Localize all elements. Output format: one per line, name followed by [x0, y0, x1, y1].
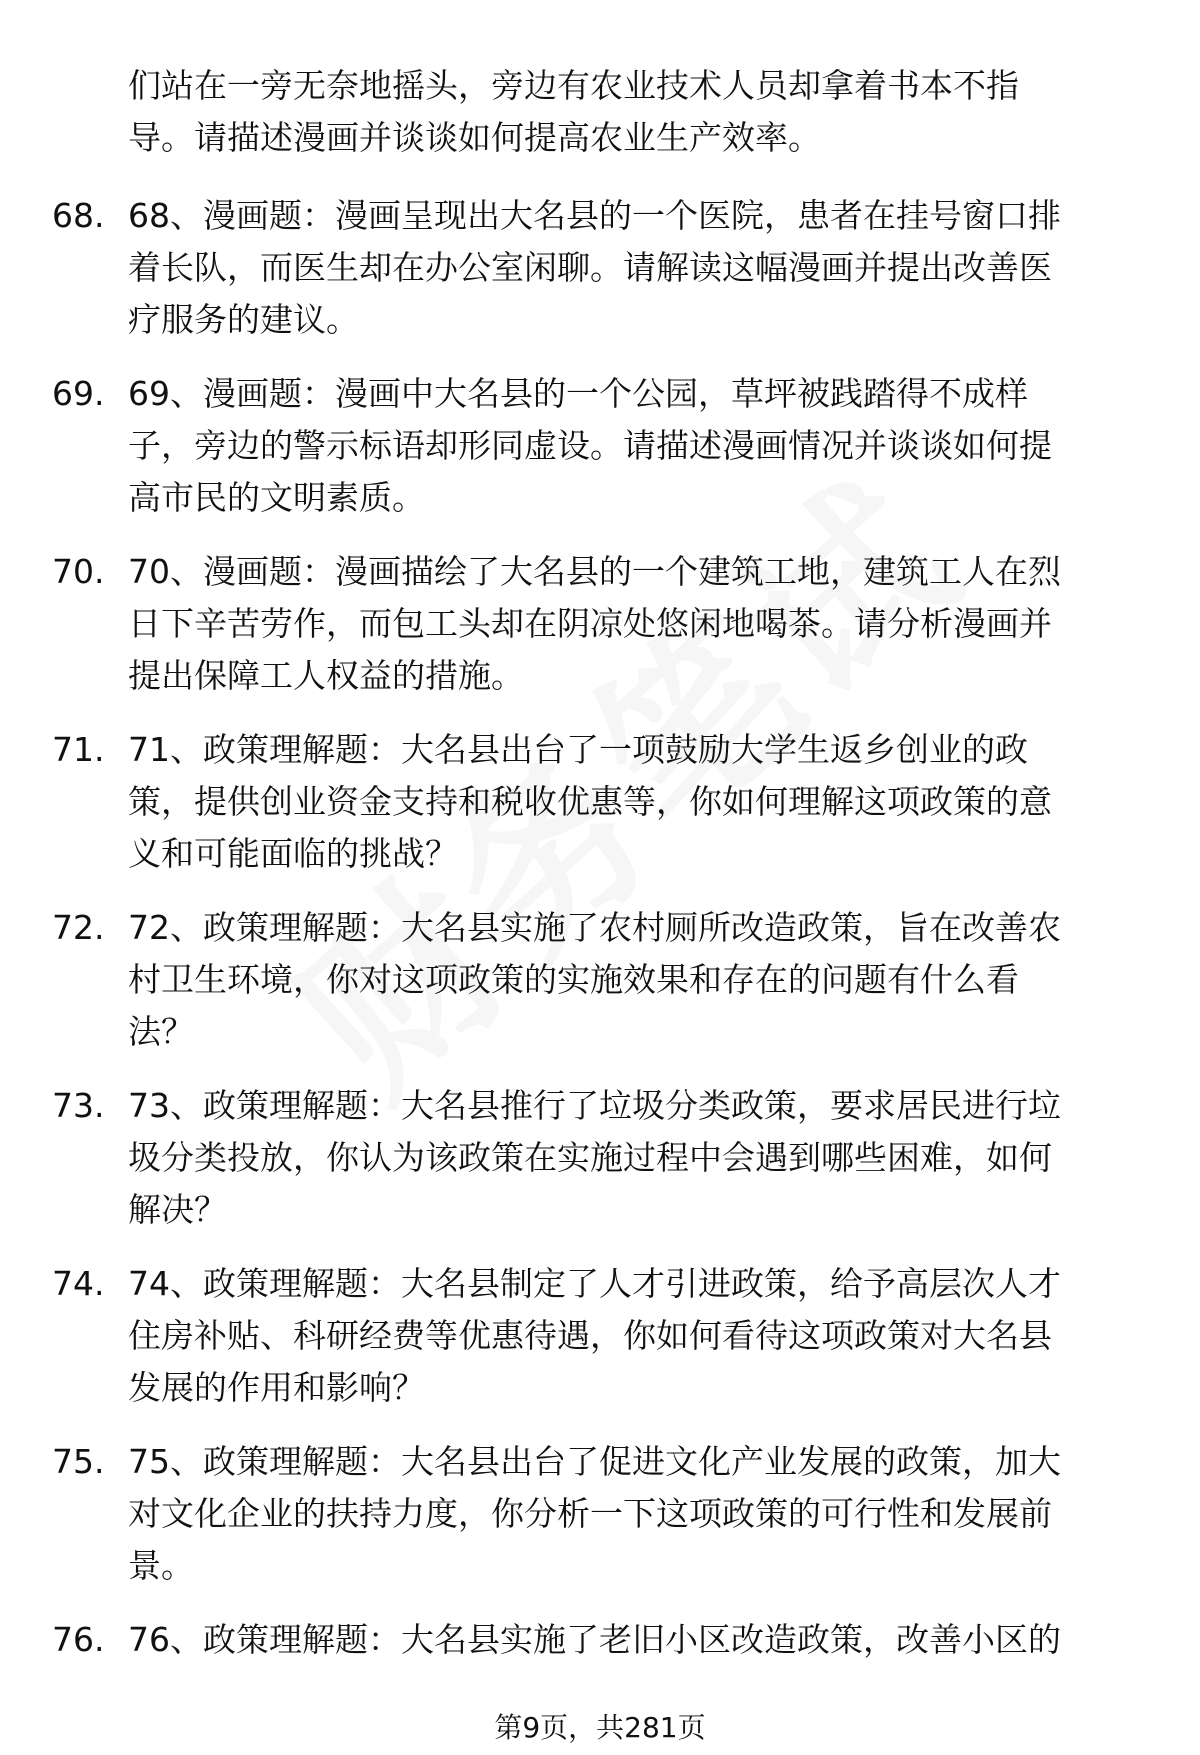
question-item — [52, 1436, 1148, 1592]
question-number: 72. — [52, 908, 105, 947]
question-list — [52, 190, 1148, 1688]
question-item — [52, 190, 1148, 346]
question-number: 71. — [52, 730, 105, 769]
continued-question-text: 们站在一旁无奈地摇头，旁边有农业技术人员却拿着书本不指 导。请描述漫画并谈谈如何提高农业生产效率。 — [128, 66, 1019, 157]
question-item — [52, 1258, 1148, 1414]
question-text: 72、政策理解题：大名县实施了农村厕所改造政策，旨在改善农 村卫生环境，你对这项政策的实施效果和存在的问题有什么看 法？ — [128, 908, 1061, 1051]
page-footer: 第9页，共281页 — [494, 1711, 706, 1744]
question-text: 74、政策理解题：大名县制定了人才引进政策，给予高层次人才 住房补贴、科研经费等优惠待遇，你如何看待这项政策对大名县 发展的作用和影响？ — [128, 1264, 1061, 1407]
question-text: 73、政策理解题：大名县推行了垃圾分类政策，要求居民进行垃 圾分类投放，你认为该政策在实施过程中会遇到哪些困难，如何 解决？ — [128, 1086, 1061, 1229]
question-text: 68、漫画题：漫画呈现出大名县的一个医院，患者在挂号窗口排 着长队，而医生却在办公室闲聊。请解读这幅漫画并提出改善医 疗服务的建议。 — [128, 196, 1061, 339]
question-text: 69、漫画题：漫画中大名县的一个公园，草坪被践踏得不成样 子，旁边的警示标语却形同虚设。请描述漫画情况并谈谈如何提 高市民的文明素质。 — [128, 374, 1052, 517]
question-number: 70. — [52, 552, 105, 591]
question-item — [52, 724, 1148, 880]
question-item — [52, 546, 1148, 702]
question-number: 76. — [52, 1620, 105, 1659]
question-number: 74. — [52, 1264, 105, 1303]
question-item — [52, 1614, 1148, 1666]
question-text: 75、政策理解题：大名县出台了促进文化产业发展的政策，加大 对文化企业的扶持力度，你分析一下这项政策的可行性和发展前 景。 — [128, 1442, 1061, 1585]
question-text: 70、漫画题：漫画描绘了大名县的一个建筑工地，建筑工人在烈 日下辛苦劳作，而包工头却在阴凉处悠闲地喝茶。请分析漫画并 提出保障工人权益的措施。 — [128, 552, 1061, 695]
question-text: 76、政策理解题：大名县实施了老旧小区改造政策，改善小区的 — [128, 1620, 1061, 1659]
question-number: 75. — [52, 1442, 105, 1481]
question-item — [52, 368, 1148, 524]
question-number: 69. — [52, 374, 105, 413]
question-item — [52, 1080, 1148, 1236]
question-item — [52, 902, 1148, 1058]
question-number: 73. — [52, 1086, 105, 1125]
question-text: 71、政策理解题：大名县出台了一项鼓励大学生返乡创业的政 策，提供创业资金支持和税收优惠等，你如何理解这项政策的意 义和可能面临的挑战？ — [128, 730, 1052, 873]
question-number: 68. — [52, 196, 105, 235]
